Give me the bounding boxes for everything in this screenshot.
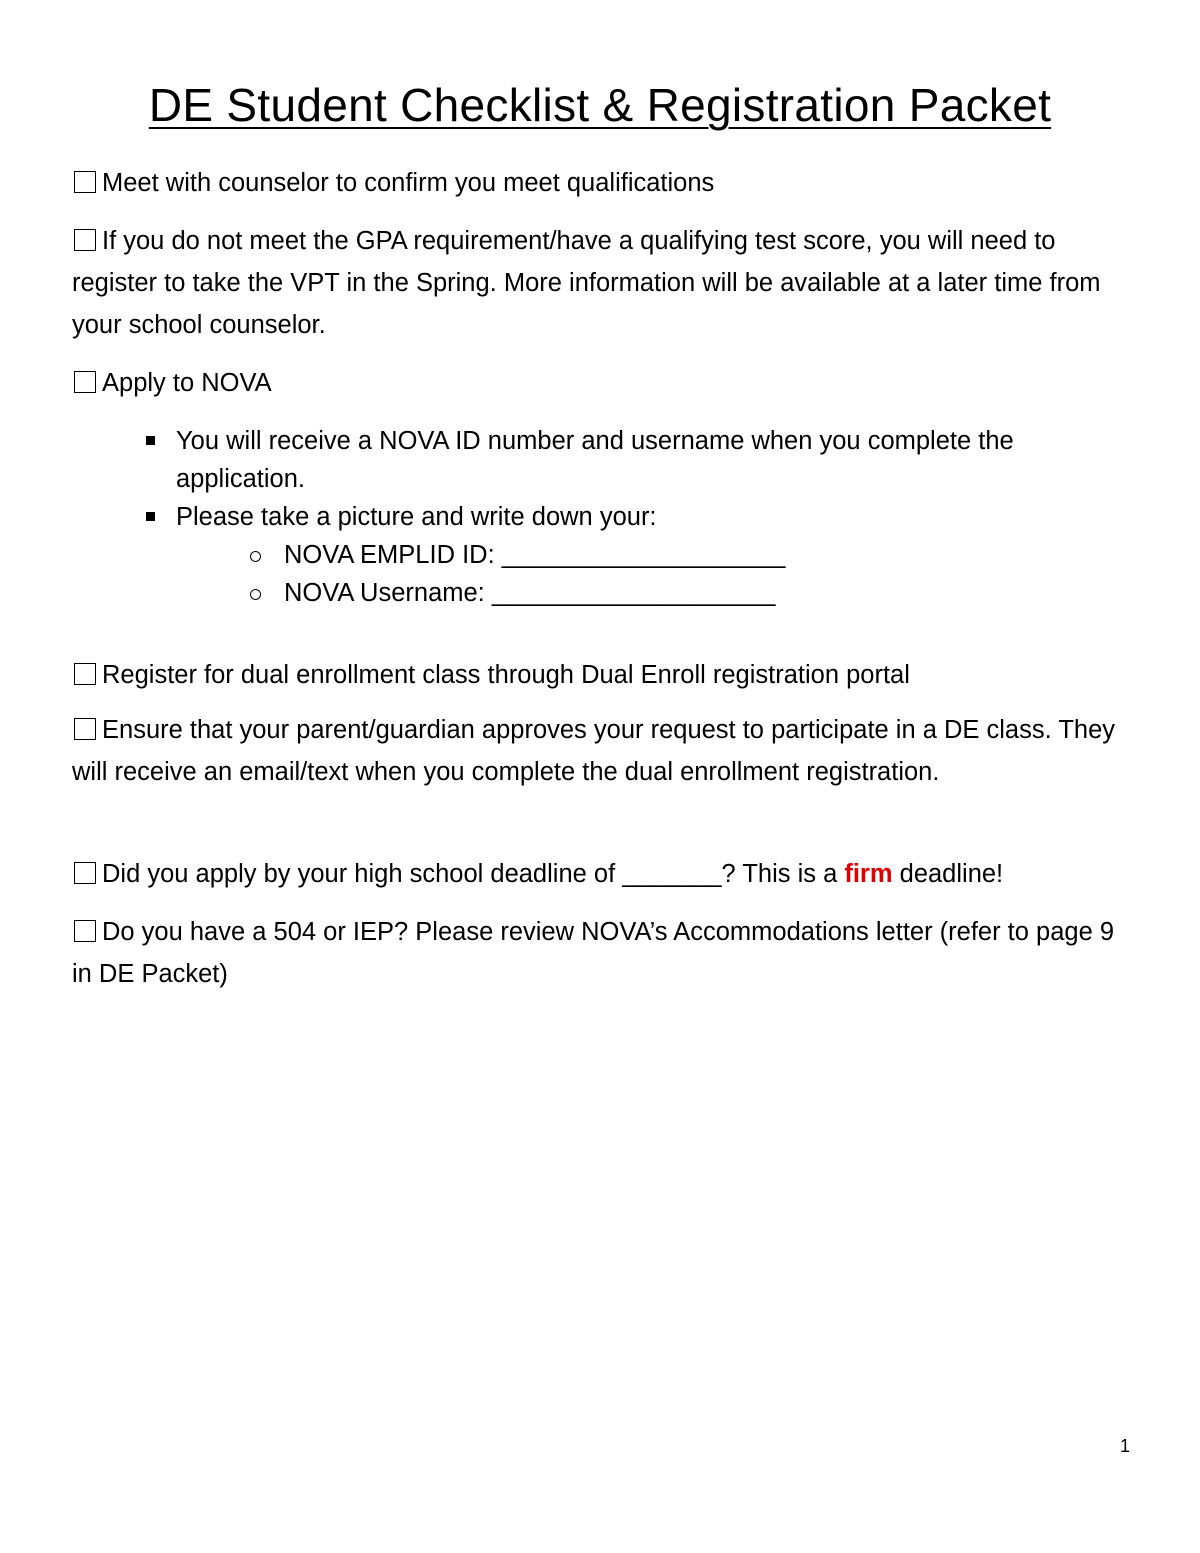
checklist-item-text: Apply to NOVA xyxy=(102,369,272,397)
square-bullet-icon xyxy=(146,512,155,521)
username-field-label: NOVA Username: ____________________ xyxy=(284,579,776,607)
checklist-item-deadline: Did you apply by your high school deadline of _______? This is a firm deadline! xyxy=(72,853,1132,895)
checkbox[interactable] xyxy=(74,862,96,884)
checkbox[interactable] xyxy=(74,663,96,685)
circle-bullet-icon xyxy=(250,589,261,600)
checkbox[interactable] xyxy=(74,920,96,942)
sub-bullet-emplid xyxy=(140,536,1140,574)
checklist-item-parent-approval xyxy=(72,709,1132,793)
checkbox[interactable] xyxy=(74,371,96,393)
nova-bullet-list xyxy=(140,422,1140,612)
checklist-item-text: Ensure that your parent/guardian approves your request to participate in a DE class. They will receive an email/text when you complete the dual enrollment registration. xyxy=(72,716,1116,786)
checklist-item-504-iep xyxy=(72,911,1132,995)
checklist-item-meet-counselor xyxy=(72,162,1132,204)
bullet-item: You will receive a NOVA ID number and username when you complete the application. xyxy=(140,422,1140,498)
page-title: DE Student Checklist & Registration Packet xyxy=(148,79,1052,131)
page-number: 1 xyxy=(1119,1436,1130,1456)
checkbox[interactable] xyxy=(74,718,96,740)
firm-emphasis: firm xyxy=(844,860,893,888)
emplid-field-label: NOVA EMPLID ID: ____________________ xyxy=(284,541,786,569)
checklist-item-register-class xyxy=(72,654,1132,696)
circle-bullet-icon xyxy=(250,551,261,562)
checkbox[interactable] xyxy=(74,229,96,251)
checklist-item-apply-nova xyxy=(72,362,1132,404)
checklist-item-text: If you do not meet the GPA requirement/have a qualifying test score, you will need to register to take the VPT in the Spring. More information will be available at a later time from your school counselor. xyxy=(72,227,1101,339)
checkbox[interactable] xyxy=(74,171,96,193)
square-bullet-icon xyxy=(146,436,155,445)
bullet-item: Please take a picture and write down your: xyxy=(140,498,1140,536)
checklist-item-text: Register for dual enrollment class through Dual Enroll registration portal xyxy=(102,661,910,689)
checklist-item-text: Do you have a 504 or IEP? Please review NOVA’s Accommodations letter (refer to page 9 in DE Packet) xyxy=(72,918,1115,988)
sub-bullet-username xyxy=(140,574,1140,612)
checklist-item-gpa-requirement xyxy=(72,220,1132,346)
checklist-item-text: Meet with counselor to confirm you meet qualifications xyxy=(102,169,715,197)
